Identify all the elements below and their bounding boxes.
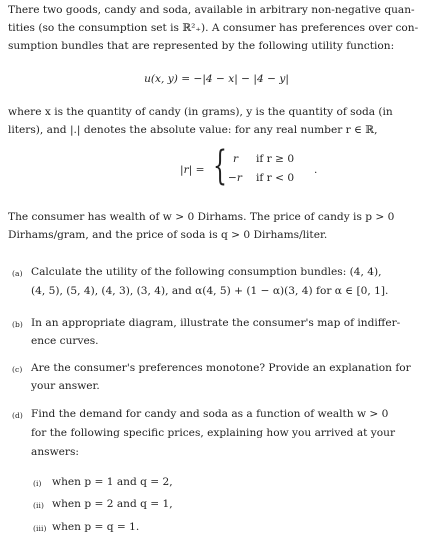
abs-lhs: |r| = [180,164,205,176]
abs-case1-cond: if r ≥ 0 [256,153,295,165]
subpart-iii-label: (iii) [33,524,47,533]
abs-case2-cond: if r < 0 [256,172,295,184]
subpart-i-text: when p = 1 and q = 2, [52,476,173,488]
question-c-line-1: Are the consumer's preferences monotone? Provide an explanation for [31,362,411,374]
intro-line-1: There two goods, candy and soda, available in arbitrary non-negative quan- [8,4,415,16]
wealth-line-2: Dirhams/gram, and the price of soda is q > 0 Dirhams/liter. [8,229,328,241]
utility-formula: u(x, y) = −|4 − x| − |4 − y| [144,73,289,85]
question-b-label: (b) [12,320,23,329]
abs-case1-value: r [233,153,239,165]
intro-line-2: tities (so the consumption set is ℝ²₊). A consumer has preferences over con- [8,22,419,34]
question-b-line-1: In an appropriate diagram, illustrate the consumer's map of indiffer- [31,317,401,329]
subpart-ii-text: when p = 2 and q = 1, [52,498,173,510]
left-brace-icon: { [213,143,227,189]
question-d-line-1: Find the demand for candy and soda as a function of wealth w > 0 [31,408,389,420]
wealth-line-1: The consumer has wealth of w > 0 Dirhams. The price of candy is p > 0 [8,211,395,223]
subpart-iii-text: when p = q = 1. [52,521,140,533]
question-b-line-2: ence curves. [31,335,99,347]
question-a-line-1: Calculate the utility of the following consumption bundles: (4, 4), [31,266,382,278]
question-d-label: (d) [12,411,23,420]
question-d-line-2: for the following specific prices, explaining how you arrived at your [31,427,396,439]
intro-line-3: sumption bundles that are represented by the following utility function: [8,40,395,52]
question-a-line-2: (4, 5), (5, 4), (4, 3), (3, 4), and α(4, 5) + (1 − α)(3, 4) for α ∈ [0, 1]. [31,285,389,297]
question-a-label: (a) [12,269,23,278]
question-c-label: (c) [12,365,23,374]
question-d-line-3: answers: [31,446,79,458]
definition-line-2: liters), and |.| denotes the absolute value: for any real number r ∈ ℝ, [8,124,378,136]
subpart-i-label: (i) [33,479,42,488]
definition-line-1: where x is the quantity of candy (in grams), y is the quantity of soda (in [8,106,393,118]
abs-case2-value: −r [228,172,242,184]
question-c-line-2: your answer. [31,380,100,392]
subpart-ii-label: (ii) [33,501,45,510]
abs-end-period: . [314,164,318,176]
